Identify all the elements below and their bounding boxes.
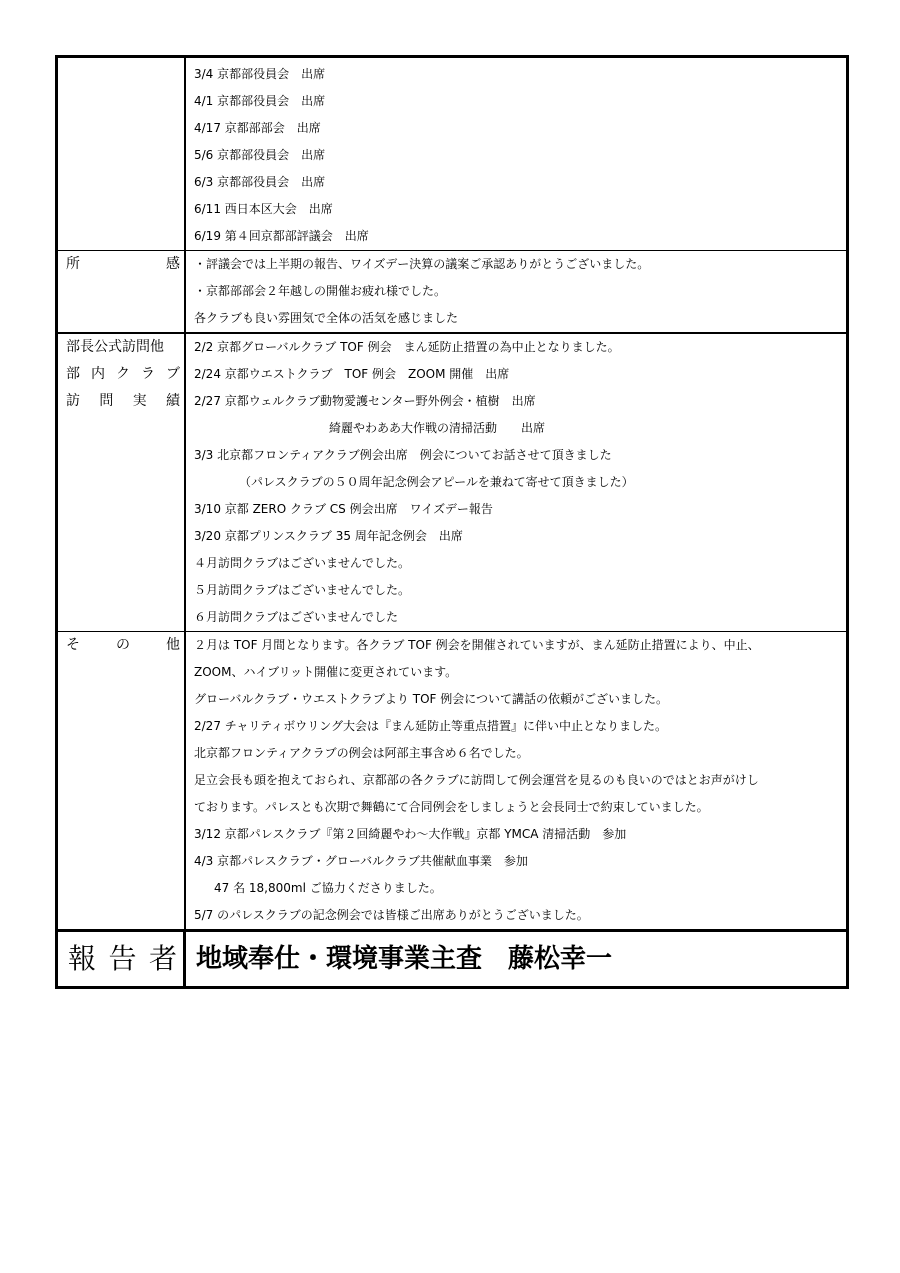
meeting-line: 6/11 西日本区大会 出席 (194, 202, 333, 216)
visits-label (58, 334, 186, 631)
label-char: 者 (148, 942, 177, 975)
label-char: 部 (66, 366, 80, 382)
visit-line: 2/27 京都ウェルクラブ動物愛護センター野外例会・植樹 出席 (194, 394, 536, 408)
impression-line: 各クラブも良い雰囲気で全体の活気を感じました (194, 311, 459, 325)
meeting-line: 4/1 京都部役員会 出席 (194, 94, 326, 108)
label-char: 内 (91, 366, 105, 382)
impressions-content (186, 251, 846, 332)
visits-content (186, 334, 846, 631)
label-char: の (116, 637, 130, 653)
other-line: 47 名 18,800ml ご協力くださりました。 (214, 881, 442, 895)
meeting-line: 5/6 京都部役員会 出席 (194, 148, 326, 162)
other-line: 3/12 京都パレスクラブ『第２回綺麗やわ～大作戦』京都 YMCA 清掃活動 参加 (194, 827, 627, 841)
other-line: 4/3 京都パレスクラブ・グローバルクラブ共催献血事業 参加 (194, 854, 528, 868)
label-char: ラ (141, 366, 155, 382)
label-char: 報 (68, 942, 97, 975)
impression-line: ・評議会では上半期の報告、ワイズデー決算の議案ご承認ありがとうございました。 (194, 257, 650, 271)
reporter-label (58, 932, 186, 986)
meetings-content (186, 58, 846, 250)
other-line: 足立会長も頭を抱えておられ、京都部の各クラブに訪問して例会運営を見るのも良いのではとお声がけし (194, 773, 759, 787)
meeting-line: 4/17 京都部部会 出席 (194, 121, 321, 135)
visit-line: 2/24 京都ウエストクラブ TOF 例会 ZOOM 開催 出席 (194, 367, 510, 381)
meeting-line: 6/3 京都部役員会 出席 (194, 175, 326, 189)
label-char: 問 (99, 393, 114, 409)
report-table (55, 55, 849, 989)
visit-line: ４月訪問クラブはございませんでした。 (194, 556, 411, 570)
other-line: ZOOM、ハイブリット開催に変更されています。 (194, 665, 458, 679)
impression-line: ・京都部部会２年越しの開催お疲れ様でした。 (194, 284, 447, 298)
other-line: 北京都フロンティアクラブの例会は阿部主事含め６名でした。 (194, 746, 529, 760)
label-char: 告 (108, 942, 137, 975)
other-content (186, 632, 846, 929)
meetings-row (58, 58, 846, 250)
impressions-label (58, 251, 186, 332)
visit-line: 綺麗やわああ大作戦の清掃活動 出席 (329, 421, 546, 435)
visit-line: 3/10 京都 ZERO クラブ CS 例会出席 ワイズデー報告 (194, 502, 493, 516)
visit-line: ６月訪問クラブはございませんでした (194, 610, 399, 624)
label-char: 訪 (66, 393, 80, 409)
other-line: グローバルクラブ・ウエストクラブより TOF 例会について講話の依頼がございました。 (194, 692, 668, 706)
reporter-name: 地域奉仕・環境事業主査 藤松幸一 (196, 944, 613, 974)
other-line: ２月は TOF 月間となります。各クラブ TOF 例会を開催されていますが、まん延防止措置により、中止、 (194, 638, 760, 652)
impressions-row (58, 250, 846, 332)
visit-line: 3/3 北京都フロンティアクラブ例会出席 例会についてお話させて頂きました (194, 448, 612, 462)
other-row (58, 631, 846, 929)
other-line: ております。パレスとも次期で舞鶴にて合同例会をしましょうと会長同士で約束していました。 (194, 800, 709, 814)
label-char: そ (66, 637, 80, 653)
reporter-row (58, 929, 846, 986)
label-text: 部長公式訪問他 (66, 339, 164, 355)
meeting-line: 6/19 第４回京都部評議会 出席 (194, 229, 369, 243)
visits-row (58, 332, 846, 631)
other-label (58, 632, 186, 929)
label-char: 績 (165, 393, 180, 409)
visit-line: （パレスクラブの５０周年記念例会アピールを兼ねて寄せて頂きました） (239, 475, 634, 489)
meetings-label-cell (58, 58, 186, 250)
other-line: 5/7 のパレスクラブの記念例会では皆様ご出席ありがとうございました。 (194, 908, 589, 922)
visit-line: 2/2 京都グローバルクラブ TOF 例会 まん延防止措置の為中止となりました。 (194, 340, 620, 354)
other-line: 2/27 チャリティボウリング大会は『まん延防止等重点措置』に伴い中止となりました。 (194, 719, 667, 733)
meeting-line: 3/4 京都部役員会 出席 (194, 67, 326, 81)
label-char: 実 (132, 393, 147, 409)
label-char: 感 (166, 256, 180, 272)
label-char: ク (116, 366, 130, 382)
visit-line: ５月訪問クラブはございませんでした。 (194, 583, 411, 597)
visit-line: 3/20 京都プリンスクラブ 35 周年記念例会 出席 (194, 529, 463, 543)
label-char: 他 (166, 637, 180, 653)
label-char: 所 (66, 256, 80, 272)
label-char: ブ (166, 366, 180, 382)
